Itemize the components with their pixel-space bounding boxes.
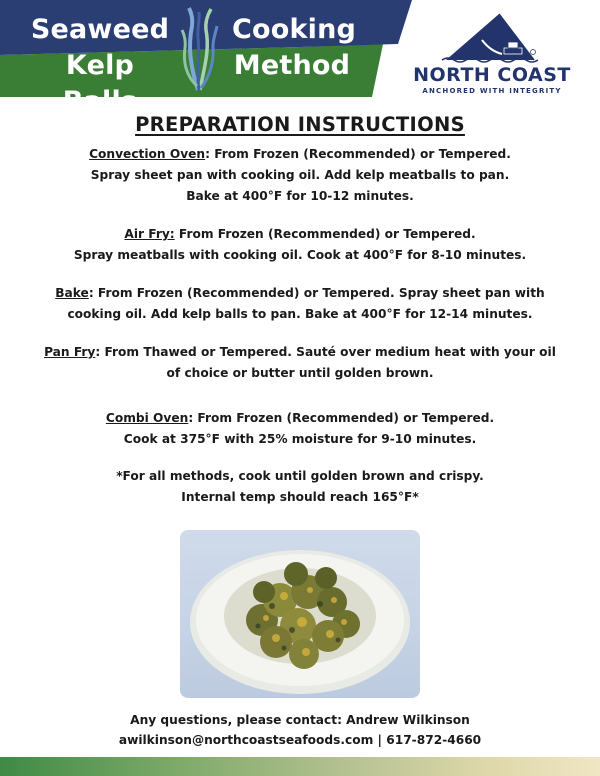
cooking-note [0, 466, 600, 508]
section-convection-oven [20, 144, 580, 207]
note-line1: *For all methods, cook until golden brown and crispy. [116, 469, 484, 483]
method-title-line1: Cooking [232, 14, 357, 45]
section-text: : From Frozen (Recommended) or Tempered. [188, 411, 495, 425]
section-combi-oven [20, 408, 580, 450]
section-line [20, 144, 580, 165]
section-text: : From Thawed or Tempered. Sauté over medium heat with your oil [95, 345, 556, 359]
kelp-balls-bowl-image [180, 530, 420, 698]
section-air-fry [20, 224, 580, 266]
footer-gradient-bar [0, 757, 600, 776]
section-text: From Frozen (Recommended) or Tempered. [174, 227, 476, 241]
section-line [20, 342, 580, 363]
method-title-line2: Method [233, 50, 351, 81]
header-banner [0, 0, 600, 117]
mountain-boat-icon [402, 8, 582, 66]
section-bake [20, 283, 580, 325]
section-line: of choice or butter until golden brown. [166, 366, 434, 380]
section-line [20, 408, 580, 429]
section-line: Bake at 400°F for 10-12 minutes. [186, 189, 414, 203]
logo-tagline: ANCHORED WITH INTEGRITY [422, 87, 562, 95]
note-line2: Internal temp should reach 165°F* [181, 490, 419, 504]
kelp-seaweed-icon [180, 6, 220, 92]
method-name: Pan Fry [44, 345, 96, 359]
logo-name: NORTH COAST [413, 64, 571, 86]
section-line: Cook at 375°F with 25% moisture for 9-10 minutes. [123, 432, 477, 446]
section-line: Spray sheet pan with cooking oil. Add kelp meatballs to pan. [90, 168, 510, 182]
method-name: Bake [55, 286, 89, 300]
section-pan-fry [20, 342, 580, 384]
product-photo [180, 530, 420, 698]
section-line [20, 224, 580, 245]
product-title-line2: Kelp Balls [62, 50, 138, 117]
product-title [26, 12, 174, 120]
page-title: PREPARATION INSTRUCTIONS [135, 113, 465, 136]
method-name: Convection Oven [89, 147, 206, 161]
instructions [0, 113, 600, 508]
section-line: Spray meatballs with cooking oil. Cook at 400°F for 8-10 minutes. [73, 248, 527, 262]
contact-name-line: Any questions, please contact: Andrew Wilkinson [130, 713, 470, 727]
method-name: Air Fry: [124, 227, 175, 241]
section-line: cooking oil. Add kelp balls to pan. Bake at 400°F for 12-14 minutes. [67, 307, 533, 321]
north-coast-logo [402, 8, 582, 98]
section-text: : From Frozen (Recommended) or Tempered. [205, 147, 511, 161]
method-name: Combi Oven [105, 411, 189, 425]
section-line [20, 283, 580, 304]
contact-details-line: awilkinson@northcoastseafoods.com | 617-872-4660 [118, 733, 482, 747]
method-title [232, 12, 357, 84]
product-title-line1: Seaweed [30, 14, 170, 45]
section-text: : From Frozen (Recommended) or Tempered. Spray sheet pan with [88, 286, 545, 300]
contact-info [0, 710, 600, 750]
